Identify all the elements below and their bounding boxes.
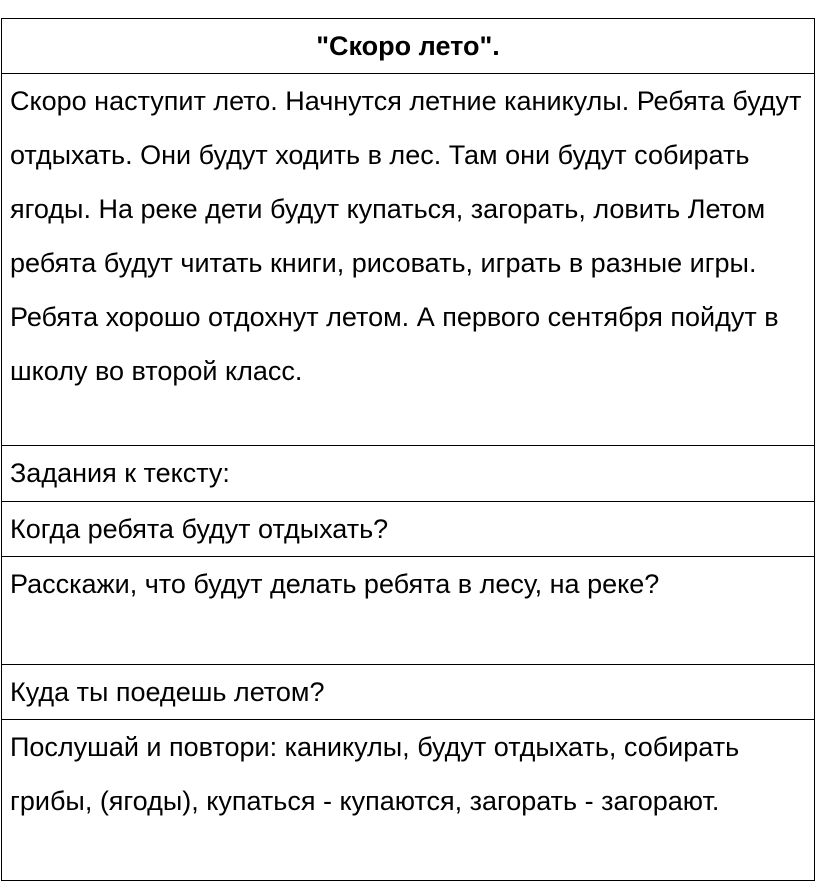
tasks-heading-row [2, 446, 815, 502]
question-cell [2, 665, 815, 720]
exercise-row [2, 720, 815, 881]
title-cell [2, 19, 815, 74]
question-text: Расскажи, что будут делать ребята в лесу, на реке? [10, 569, 660, 599]
exercise-text: Послушай и повтори: каникулы, будут отдыхать, собирать грибы, (ягоды), купаться - купаются, загорать - загорают. [10, 732, 740, 816]
exercise-cell [2, 720, 815, 881]
story-cell [2, 74, 815, 446]
question-row [2, 665, 815, 720]
question-row [2, 557, 815, 665]
story-row [2, 74, 815, 446]
story-text: Скоро наступит лето. Начнутся летние каникулы. Ребята будут отдыхать. Они будут ходить в лес. Там они будут собирать ягоды. На реке дети будут купаться, загорать, ловить Летом ребята будут читать книги, рисовать, играть в разные игры. Ребята хорошо отдохнут летом. А первого сентября пойдут в школу во второй класс. [10, 86, 802, 386]
document-table [1, 18, 815, 881]
title-row [2, 19, 815, 74]
question-cell [2, 502, 815, 557]
question-row [2, 502, 815, 557]
question-cell [2, 557, 815, 665]
tasks-heading-cell [2, 446, 815, 502]
tasks-heading: Задания к тексту: [10, 458, 230, 488]
question-text: Когда ребята будут отдыхать? [10, 514, 389, 544]
question-text: Куда ты поедешь летом? [10, 677, 325, 707]
document-title: "Скоро лето". [316, 31, 500, 61]
